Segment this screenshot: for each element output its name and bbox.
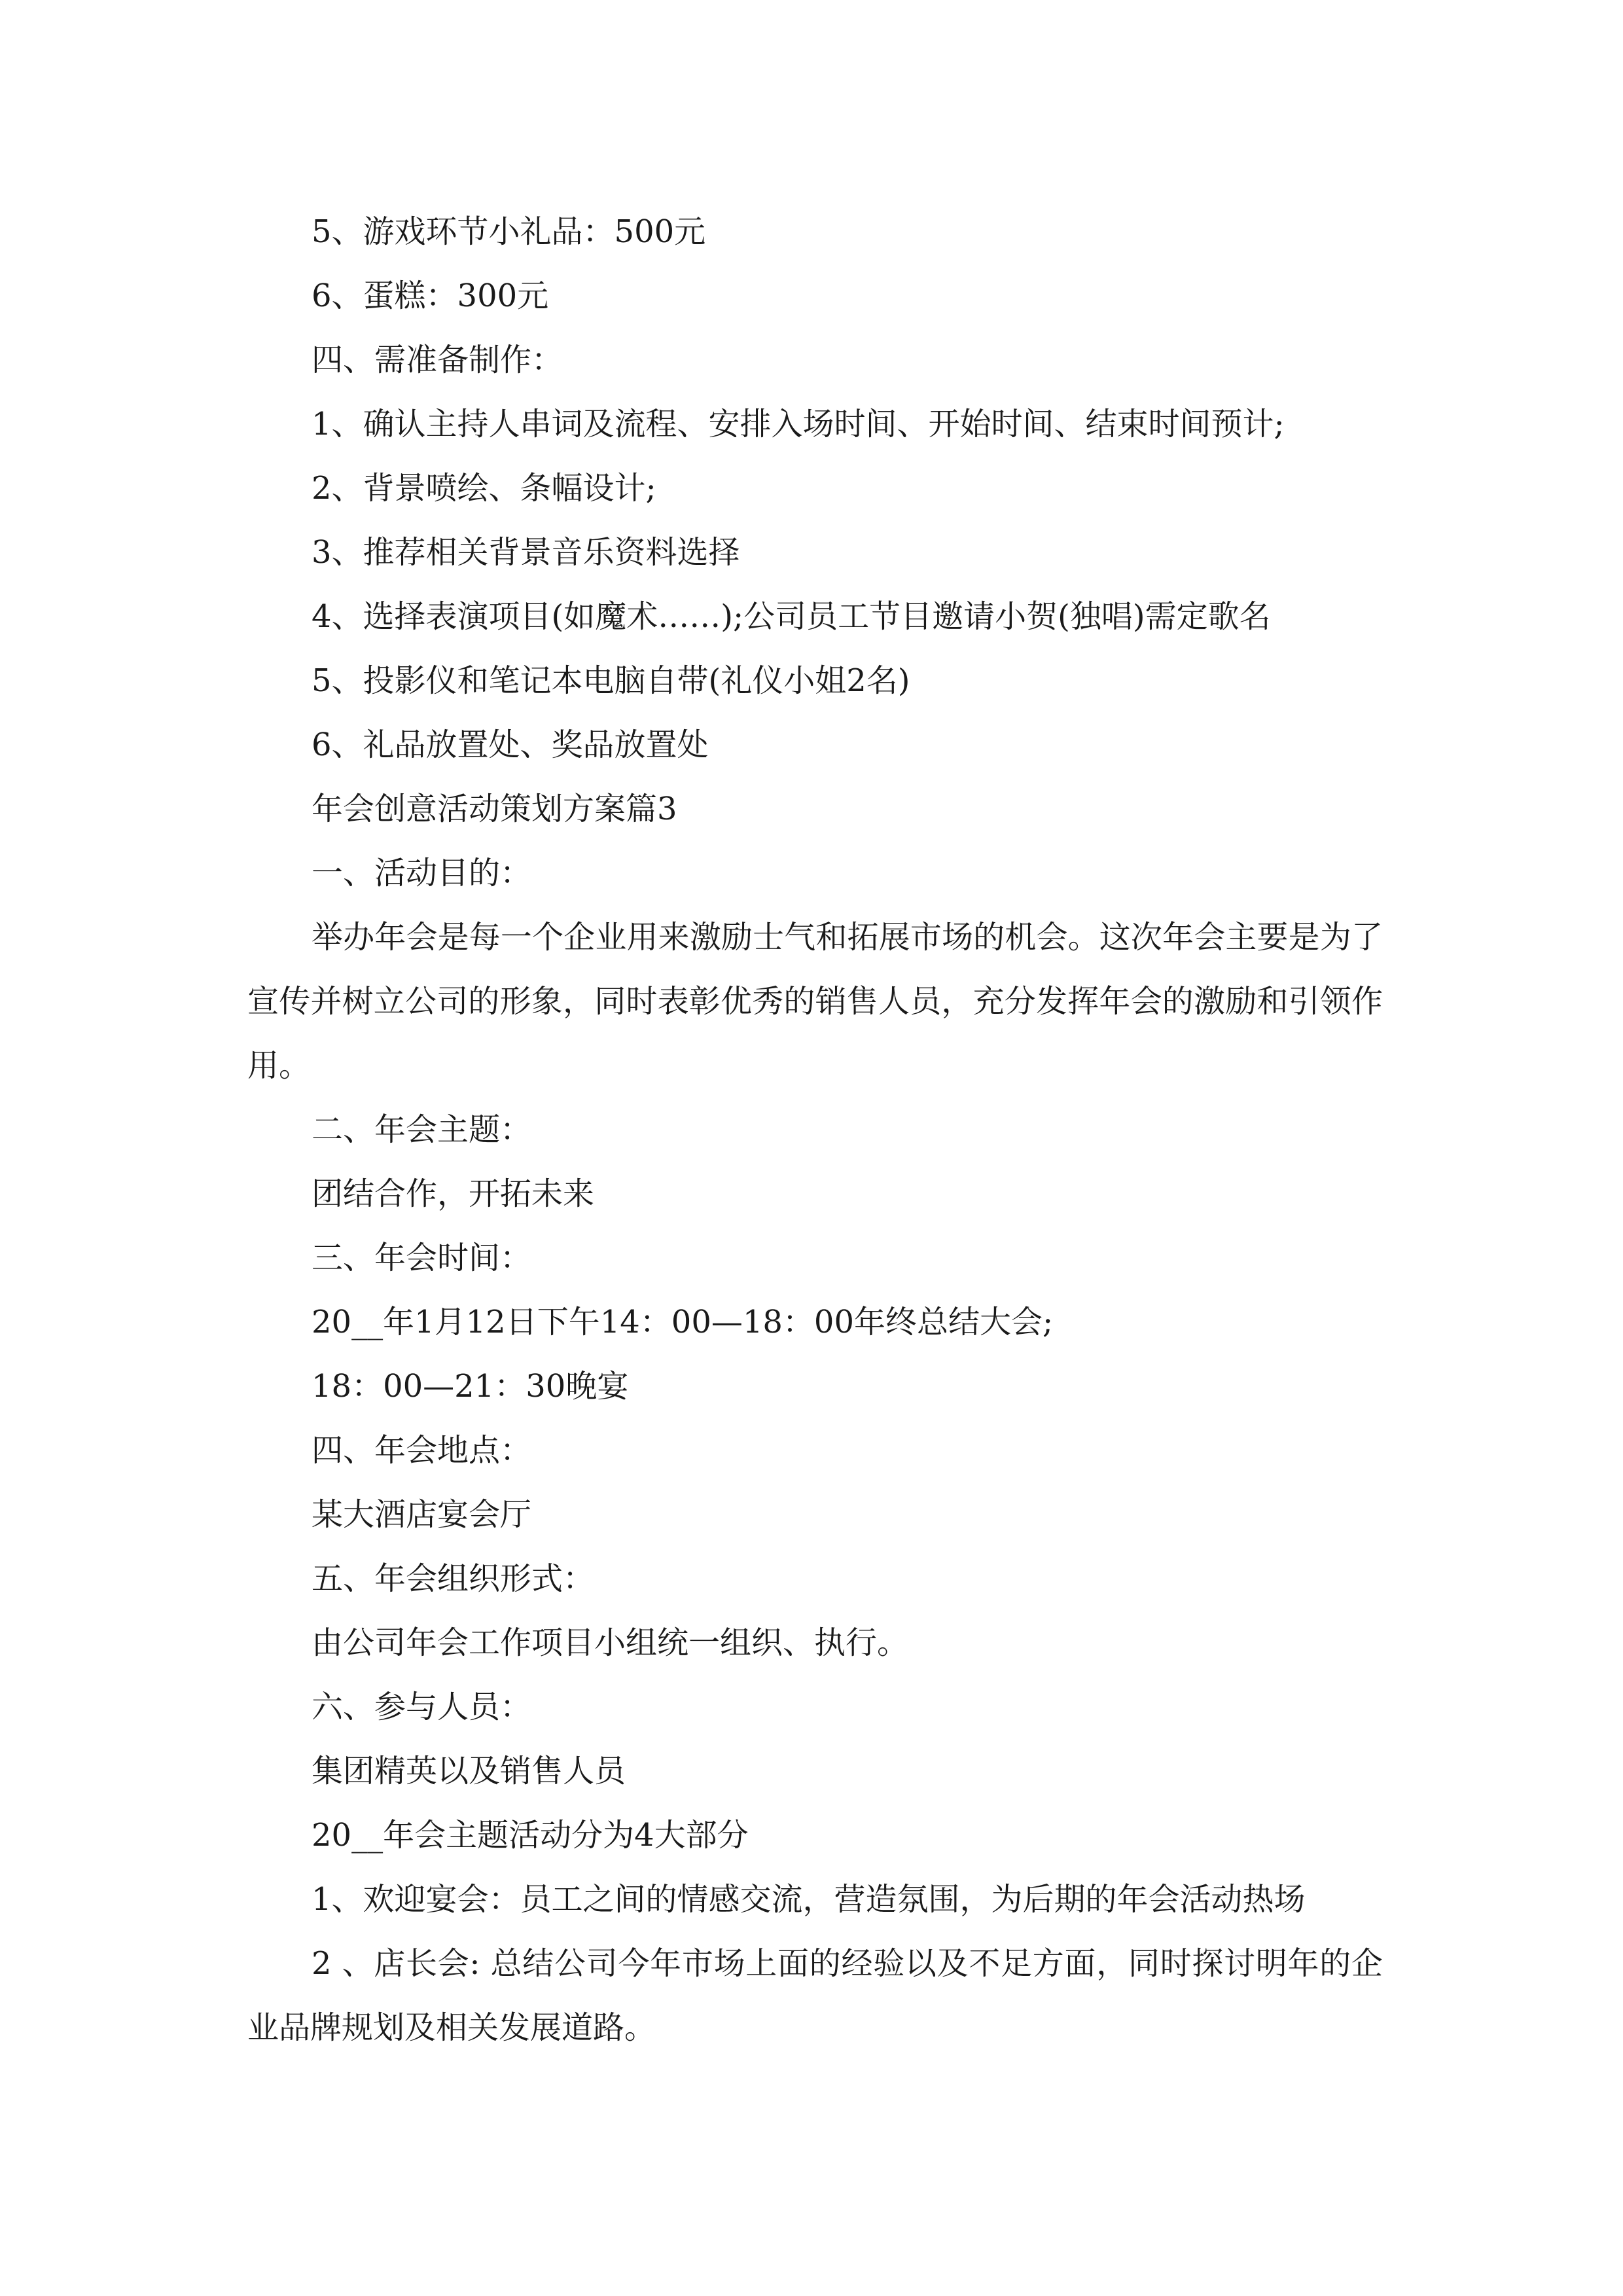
purpose-paragraph: 举办年会是每一个企业用来激励士气和拓展市场的机会。这次年会主要是为了宣传并树立公司的形象，同时表彰优秀的销售人员，充分发挥年会的激励和引领作用。 [247,919,1383,1084]
section-heading-participants: 六、参与人员： [312,1689,532,1725]
time-dinner: 18：00—21：30晚宴 [312,1368,629,1405]
time-summary-meeting: 20__年1月12日下午14：00—18：00年终总结大会; [312,1304,1054,1340]
document-body [247,200,1383,2060]
budget-item-cake: 6、蛋糕：300元 [312,278,549,314]
theme-text: 团结合作，开拓未来 [312,1175,595,1212]
article-title: 年会创意活动策划方案篇3 [312,791,677,827]
organization-text: 由公司年会工作项目小组统一组织、执行。 [312,1624,909,1661]
venue-text: 某大酒店宴会厅 [312,1496,532,1533]
activity-part-welcome-banquet: 1、欢迎宴会：员工之间的情感交流，营造氛围，为后期的年会活动热场 [312,1881,1306,1918]
prep-item-projector: 5、投影仪和笔记本电脑自带(礼仪小姐2名) [312,662,910,699]
section-heading-venue: 四、年会地点： [312,1432,532,1469]
prep-item-music: 3、推荐相关背景音乐资料选择 [312,534,740,571]
section-heading-time: 三、年会时间： [312,1240,532,1276]
section-heading-theme: 二、年会主题： [312,1111,532,1148]
activity-part-store-meeting: 2 、店长会: 总结公司今年市场上面的经验以及不足方面，同时探讨明年的企业品牌规划及相关发展道路。 [247,1945,1383,2046]
section-heading-organization: 五、年会组织形式： [312,1560,595,1597]
prep-item-host-script: 1、确认主持人串词及流程、安排入场时间、开始时间、结束时间预计; [312,406,1285,442]
section-heading-purpose: 一、活动目的： [312,855,532,891]
budget-item-game-gifts: 5、游戏环节小礼品：500元 [312,213,706,250]
prep-item-gift-area: 6、礼品放置处、奖品放置处 [312,726,709,763]
prep-item-performances: 4、选择表演项目(如魔术……);公司员工节目邀请小贺(独唱)需定歌名 [312,598,1271,635]
prep-item-banner: 2、背景喷绘、条幅设计; [312,470,656,507]
activity-parts-intro: 20__年会主题活动分为4大部分 [312,1817,749,1854]
participants-text: 集团精英以及销售人员 [312,1753,626,1789]
section-heading-preparation: 四、需准备制作： [312,342,563,378]
